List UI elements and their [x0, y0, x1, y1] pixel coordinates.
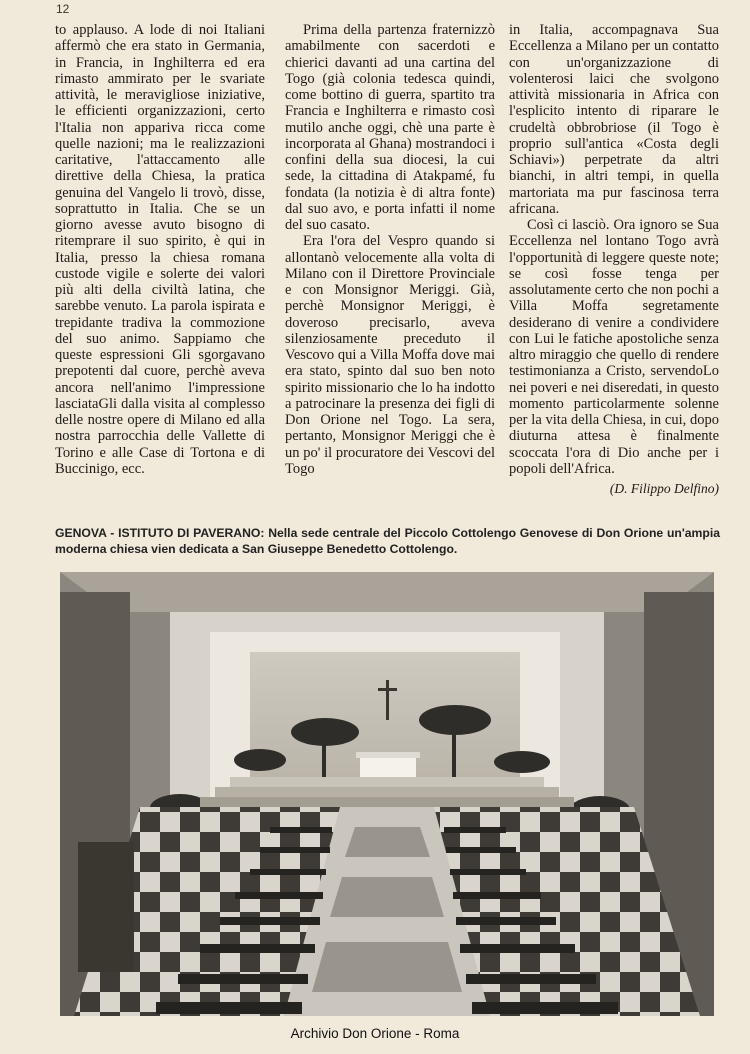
- article-column-1: [55, 22, 265, 477]
- paragraph: Prima della partenza fraternizzò amabilmente con sacerdoti e chierici davanti ad una cartina del Togo (già colonia tedesca quindi, come bottino di guerra, spartito tra Francia e Inghilterra e rimasto così mutilo anche oggi, chè una parte è incorporata al Ghana) mostrandoci i confini della sua diocesi, la cui sede, la cittadina di Atakpamé, fu fondata (la notizia è di altra fonte) dal suo avo, e porta infatti il nome del suo casato.: [285, 22, 495, 233]
- archive-footer: Archivio Don Orione - Roma: [290, 1026, 460, 1041]
- church-interior-photo: [60, 572, 714, 1016]
- article-column-2: [285, 22, 495, 477]
- paragraph: Era l'ora del Vespro quando si allontanò velocemente alla volta di Milano con il Direttore Provinciale e con Monsignor Meriggi. Già, perchè Monsignor Meriggi, è doveroso precisarlo, aveva silenziosamente preceduto il Vescovo qui a Villa Moffa dove mai era stato, spinto dal suo ben noto spirito missionario che lo ha indotto a patrocinare la presenza dei figli di Don Orione nel Togo. La sera, pertanto, Monsignor Meriggi che è un po' il procuratore dei Vescovi del Togo: [285, 233, 495, 477]
- author-signature: (D. Filippo Delfino): [609, 481, 719, 496]
- paragraph: Così ci lasciò. Ora ignoro se Sua Eccellenza nel lontano Togo avrà l'opportunità di leggere queste note; se così fosse tenga per assolutamente certo che non pochi a Villa Moffa segretamente desiderano di venire a condividere con Lui le fatiche apostoliche senza altro miraggio che quello di rendere testimonianza a Cristo, servendoLo nei poveri e nei diseredati, in questo momento particolarmente solenne per la vita della Chiesa, in cui, dopo diuturna attesa è finalmente scoccata l'ora di Dio anche per i popoli dell'Africa.: [509, 217, 719, 477]
- paragraph: in Italia, accompagnava Sua Eccellenza a Milano per un contatto con un'organizzazione di volenterosi laici che svolgono attività missionaria in Africa con l'esplicito intento di riparare le crudeltà obbrobriose (il Togo è proprio sull'antica «Costa degli Schiavi») perpetrate da altri bianchi, in altri tempi, in quella martoriata ma pur fascinosa terra africana.: [509, 22, 719, 217]
- page-number: 12: [56, 2, 70, 16]
- church-interior-illustration: [60, 572, 714, 1016]
- article-column-3: [509, 22, 719, 497]
- article-columns: [55, 22, 719, 510]
- paragraph: to applauso. A lode di noi Italiani affermò che era stato in Germania, in Francia, in Inghilterra ed era rimasto ammirato per le svariate attività, le meravigliose iniziative, le efficienti organizzazioni, certo l'Italia non appariva ricca come quelle nazioni; ma le realizzazioni caritative, l'attaccamento alle direttive della Chiesa, la pratica genuina del Vangelo li trovò, disse, soprattutto in Italia. Che se un giorno avesse avuto bisogno di ritemprare il suo spirito, è qui in Italia, presso la chiesa romana custode vigile e solerte dei valori più alti della civiltà latina, che sarebbe venuto. La parola ispirata e trepidante tradiva la commozione del suo animo. Sappiamo che queste espressioni Gli sgorgavano prepotenti dal cuore, perchè aveva ancora nell'animo l'impressione lasciataGli dalla visita al complesso delle nostre opere di Milano ed alla nostra parrocchia delle Vallette di Torino e alle Case di Tortona e di Buccinigo, ecc.: [55, 22, 265, 477]
- photo-caption: GENOVA - ISTITUTO DI PAVERANO: Nella sede centrale del Piccolo Cottolengo Genovese di Don Orione un'ampia moderna chiesa vien dedicata a San Giuseppe Benedetto Cottolengo.: [55, 526, 720, 556]
